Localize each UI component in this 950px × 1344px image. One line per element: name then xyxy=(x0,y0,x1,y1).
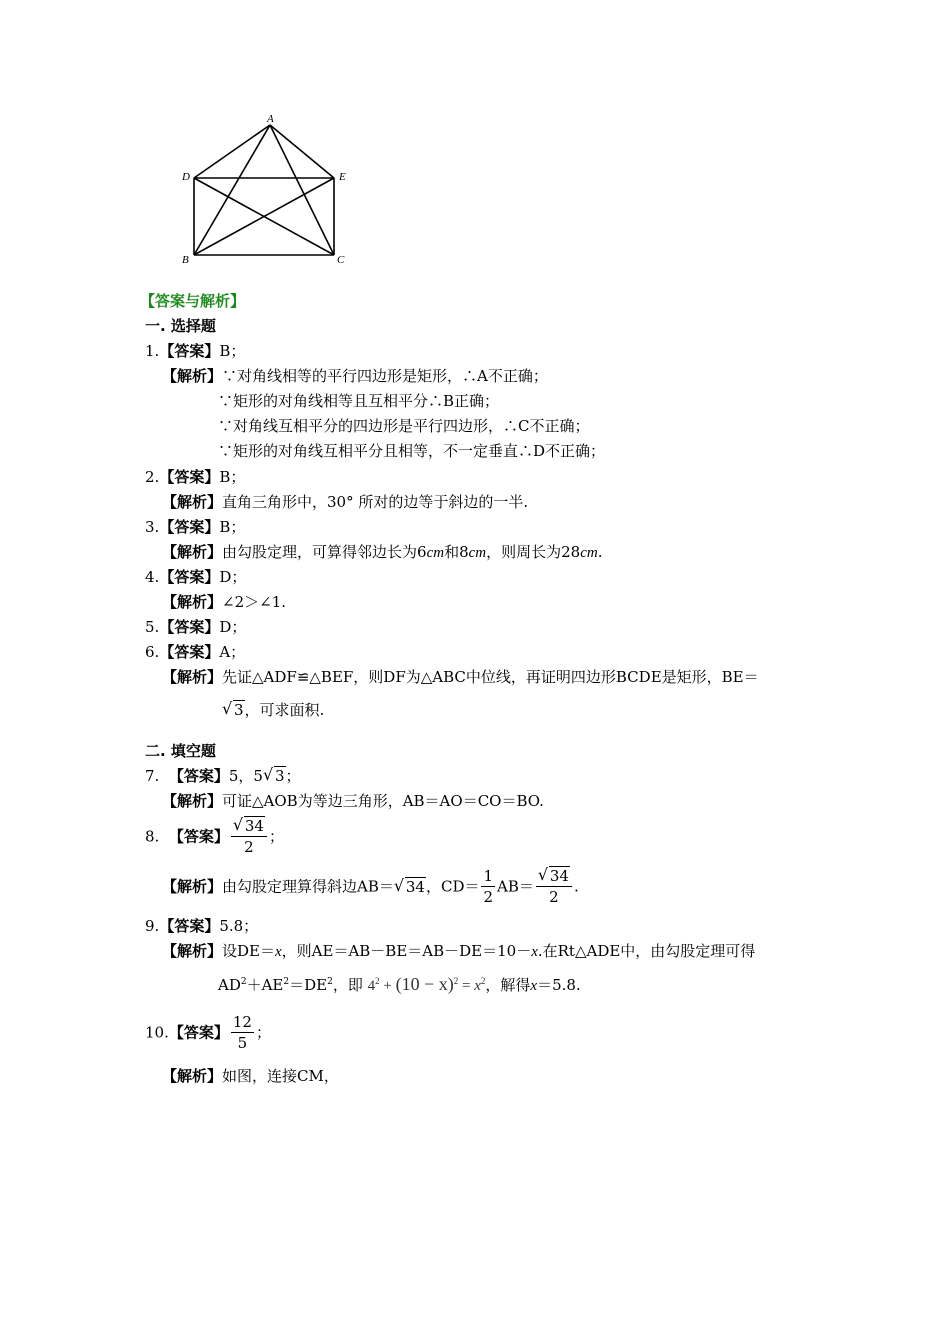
part2-title: 二. 填空题 xyxy=(145,742,216,760)
analysis-text: ，则AE＝AB－BE＝AB－DE＝10－ xyxy=(281,942,532,960)
item-num: 2. xyxy=(145,468,160,486)
analysis-label: 【解析】 xyxy=(162,942,223,960)
frac-numerator: 12 xyxy=(232,1013,252,1031)
item-10-analysis xyxy=(162,1066,339,1086)
unit-cm: cm xyxy=(580,545,598,561)
segment-ab xyxy=(194,125,270,255)
item-1-analysis-line-1 xyxy=(162,366,548,386)
analysis-text: 和8 xyxy=(444,543,469,561)
frac-numerator: 34 xyxy=(244,817,264,835)
superscript: 2 xyxy=(327,977,333,987)
item-9-analysis-line-2 xyxy=(218,971,581,996)
fraction-sqrt34-over-2: √ 34 2 xyxy=(231,816,267,857)
item-num: 6. xyxy=(145,643,160,661)
variable-x: x xyxy=(275,944,282,960)
analysis-text: ∵对角线相等的平行四边形是矩形，∴A不正确； xyxy=(222,367,548,385)
analysis-text: ∠2＞∠1. xyxy=(222,593,287,611)
item-6-analysis-line-1 xyxy=(162,667,759,687)
analysis-text: 直角三角形中，30° 所对的边等于斜边的一半. xyxy=(222,493,529,511)
item-3-answer xyxy=(145,517,245,537)
answer-label: 【答案】 xyxy=(168,767,229,785)
analysis-text: 如图，连接CM， xyxy=(222,1067,339,1085)
item-10-answer xyxy=(145,1012,271,1053)
segment-ac xyxy=(270,125,334,255)
analysis-label: 【解析】 xyxy=(162,367,223,385)
sqrt-radicand: 3 xyxy=(234,701,244,719)
geometry-figure xyxy=(178,110,358,270)
item-3-analysis xyxy=(162,542,602,563)
answer-label: 【答案】 xyxy=(159,518,220,536)
answer-label: 【答案】 xyxy=(159,917,220,935)
segment-ae xyxy=(270,125,334,178)
item-1-analysis-line-2: ∵矩形的对角线相等且互相平分∴B正确； xyxy=(218,392,500,410)
pentagon-star-diagram xyxy=(178,110,358,270)
answer-value: D； xyxy=(219,568,247,586)
item-6-answer xyxy=(145,642,245,662)
answer-value: 5.8； xyxy=(219,917,259,935)
item-9-analysis-line-1 xyxy=(162,941,755,962)
analysis-text: ＝DE xyxy=(289,976,328,994)
analysis-text: AD xyxy=(218,976,241,994)
item-num: 5. xyxy=(145,618,160,636)
item-7-answer xyxy=(145,766,301,786)
item-num: 8. xyxy=(145,827,160,846)
analysis-label: 【解析】 xyxy=(162,792,223,810)
analysis-text: 可证△AOB为等边三角形，AB＝AO＝CO＝BO. xyxy=(222,792,544,810)
superscript: 2 xyxy=(240,977,247,987)
analysis-text: ＋AE xyxy=(246,976,284,994)
item-num: 3. xyxy=(145,518,160,536)
analysis-text: ＝5.8. xyxy=(537,976,581,994)
analysis-label: 【解析】 xyxy=(162,668,223,686)
item-2-answer xyxy=(145,467,245,487)
analysis-text: ，则周长为28 xyxy=(486,543,581,561)
sqrt-expression: √ 3 xyxy=(222,699,244,719)
vertex-label-e: E xyxy=(339,171,346,183)
analysis-label: 【解析】 xyxy=(162,877,223,896)
frac-denominator: 2 xyxy=(483,888,494,906)
frac-numerator: 34 xyxy=(549,867,569,885)
answer-label: 【答案】 xyxy=(168,1023,229,1042)
item-2-analysis xyxy=(162,492,528,512)
answer-label: 【答案】 xyxy=(159,618,220,636)
answer-value: B； xyxy=(219,518,246,536)
item-num: 4. xyxy=(145,568,160,586)
vertex-label-c: C xyxy=(337,254,345,266)
answer-value: B； xyxy=(219,468,246,486)
sqrt-expression: √ 34 xyxy=(393,875,425,896)
analysis-text: 先证△ADF≌△BEF，则DF为△ABC中位线，再证明四边形BCDE是矩形，BE＝ xyxy=(222,668,759,686)
answer-value: 5，5 xyxy=(228,767,263,785)
superscript: 2 xyxy=(283,977,290,987)
answer-post: ； xyxy=(285,767,301,785)
answer-label: 【答案】 xyxy=(159,342,220,360)
unit-cm: cm xyxy=(426,545,445,561)
analysis-text: 由勾股定理算得斜边AB＝ xyxy=(222,877,394,896)
item-5-answer xyxy=(145,617,246,637)
item-num: 9. xyxy=(145,917,160,935)
variable-x: x xyxy=(530,978,538,994)
analysis-text: AB＝ xyxy=(497,877,534,896)
answer-label: 【答案】 xyxy=(159,643,220,661)
answer-post: ； xyxy=(255,1023,271,1042)
answer-value: A； xyxy=(219,643,246,661)
answer-label: 【答案】 xyxy=(159,468,220,486)
item-4-analysis xyxy=(162,592,286,612)
variable-x: x xyxy=(531,944,538,960)
vertex-label-a: A xyxy=(267,113,274,125)
item-num: 1. xyxy=(145,342,160,360)
sqrt-expression: √ 3 xyxy=(262,765,285,785)
analysis-label: 【解析】 xyxy=(162,1067,223,1085)
equation: $4^2 + (10 - x)^2 = x^2$ xyxy=(367,974,486,994)
item-1-analysis-line-4: ∵矩形的对角线互相平分且相等，不一定垂直∴D不正确； xyxy=(218,442,606,460)
part1-title: 一. 选择题 xyxy=(145,317,216,335)
fraction-one-half xyxy=(481,866,495,907)
item-6-analysis-line-2 xyxy=(222,700,324,720)
analysis-label: 【解析】 xyxy=(162,493,223,511)
analysis-tail: ，可求面积. xyxy=(244,701,325,719)
analysis-text: . xyxy=(573,877,579,896)
item-4-answer xyxy=(145,567,246,587)
analysis-text: ，解得 xyxy=(485,976,531,994)
sqrt-radicand: 3 xyxy=(274,767,285,785)
item-8-answer xyxy=(145,816,284,857)
item-num: 10. xyxy=(145,1023,169,1042)
answer-post: ； xyxy=(268,827,284,846)
answer-value: B； xyxy=(219,342,246,360)
frac-numerator: 1 xyxy=(483,867,494,885)
item-7-analysis xyxy=(162,791,544,811)
analysis-text: . xyxy=(597,543,603,561)
item-1-answer xyxy=(145,341,245,361)
segment-ad xyxy=(194,125,270,178)
vertex-label-b: B xyxy=(182,254,189,266)
fraction-sqrt34-over-2: √ 34 2 xyxy=(536,866,572,907)
answer-label: 【答案】 xyxy=(168,827,229,846)
answer-label: 【答案】 xyxy=(159,568,220,586)
analysis-text: 由勾股定理，可算得邻边长为6 xyxy=(222,543,427,561)
frac-denominator: 2 xyxy=(244,838,254,856)
answer-section-header: 【答案与解析】 xyxy=(140,292,246,310)
analysis-text: ，CD＝ xyxy=(425,877,480,896)
item-1-analysis-line-3: ∵对角线互相平分的四边形是平行四边形，∴C不正确； xyxy=(218,417,590,435)
frac-denominator: 5 xyxy=(237,1034,248,1052)
sqrt-radicand: 34 xyxy=(405,877,425,896)
item-9-answer xyxy=(145,916,258,936)
analysis-text: 设DE＝ xyxy=(222,942,275,960)
frac-denominator: 2 xyxy=(549,888,559,906)
analysis-text: ，即 xyxy=(332,976,363,994)
answer-value: D； xyxy=(219,618,247,636)
item-num: 7. xyxy=(145,767,160,785)
analysis-label: 【解析】 xyxy=(162,593,223,611)
analysis-text: .在Rt△ADE中，由勾股定理可得 xyxy=(537,942,756,960)
item-8-analysis xyxy=(162,866,579,907)
unit-cm: cm xyxy=(468,545,487,561)
vertex-label-d: D xyxy=(182,171,190,183)
fraction-12-over-5 xyxy=(231,1012,254,1053)
analysis-label: 【解析】 xyxy=(162,543,223,561)
